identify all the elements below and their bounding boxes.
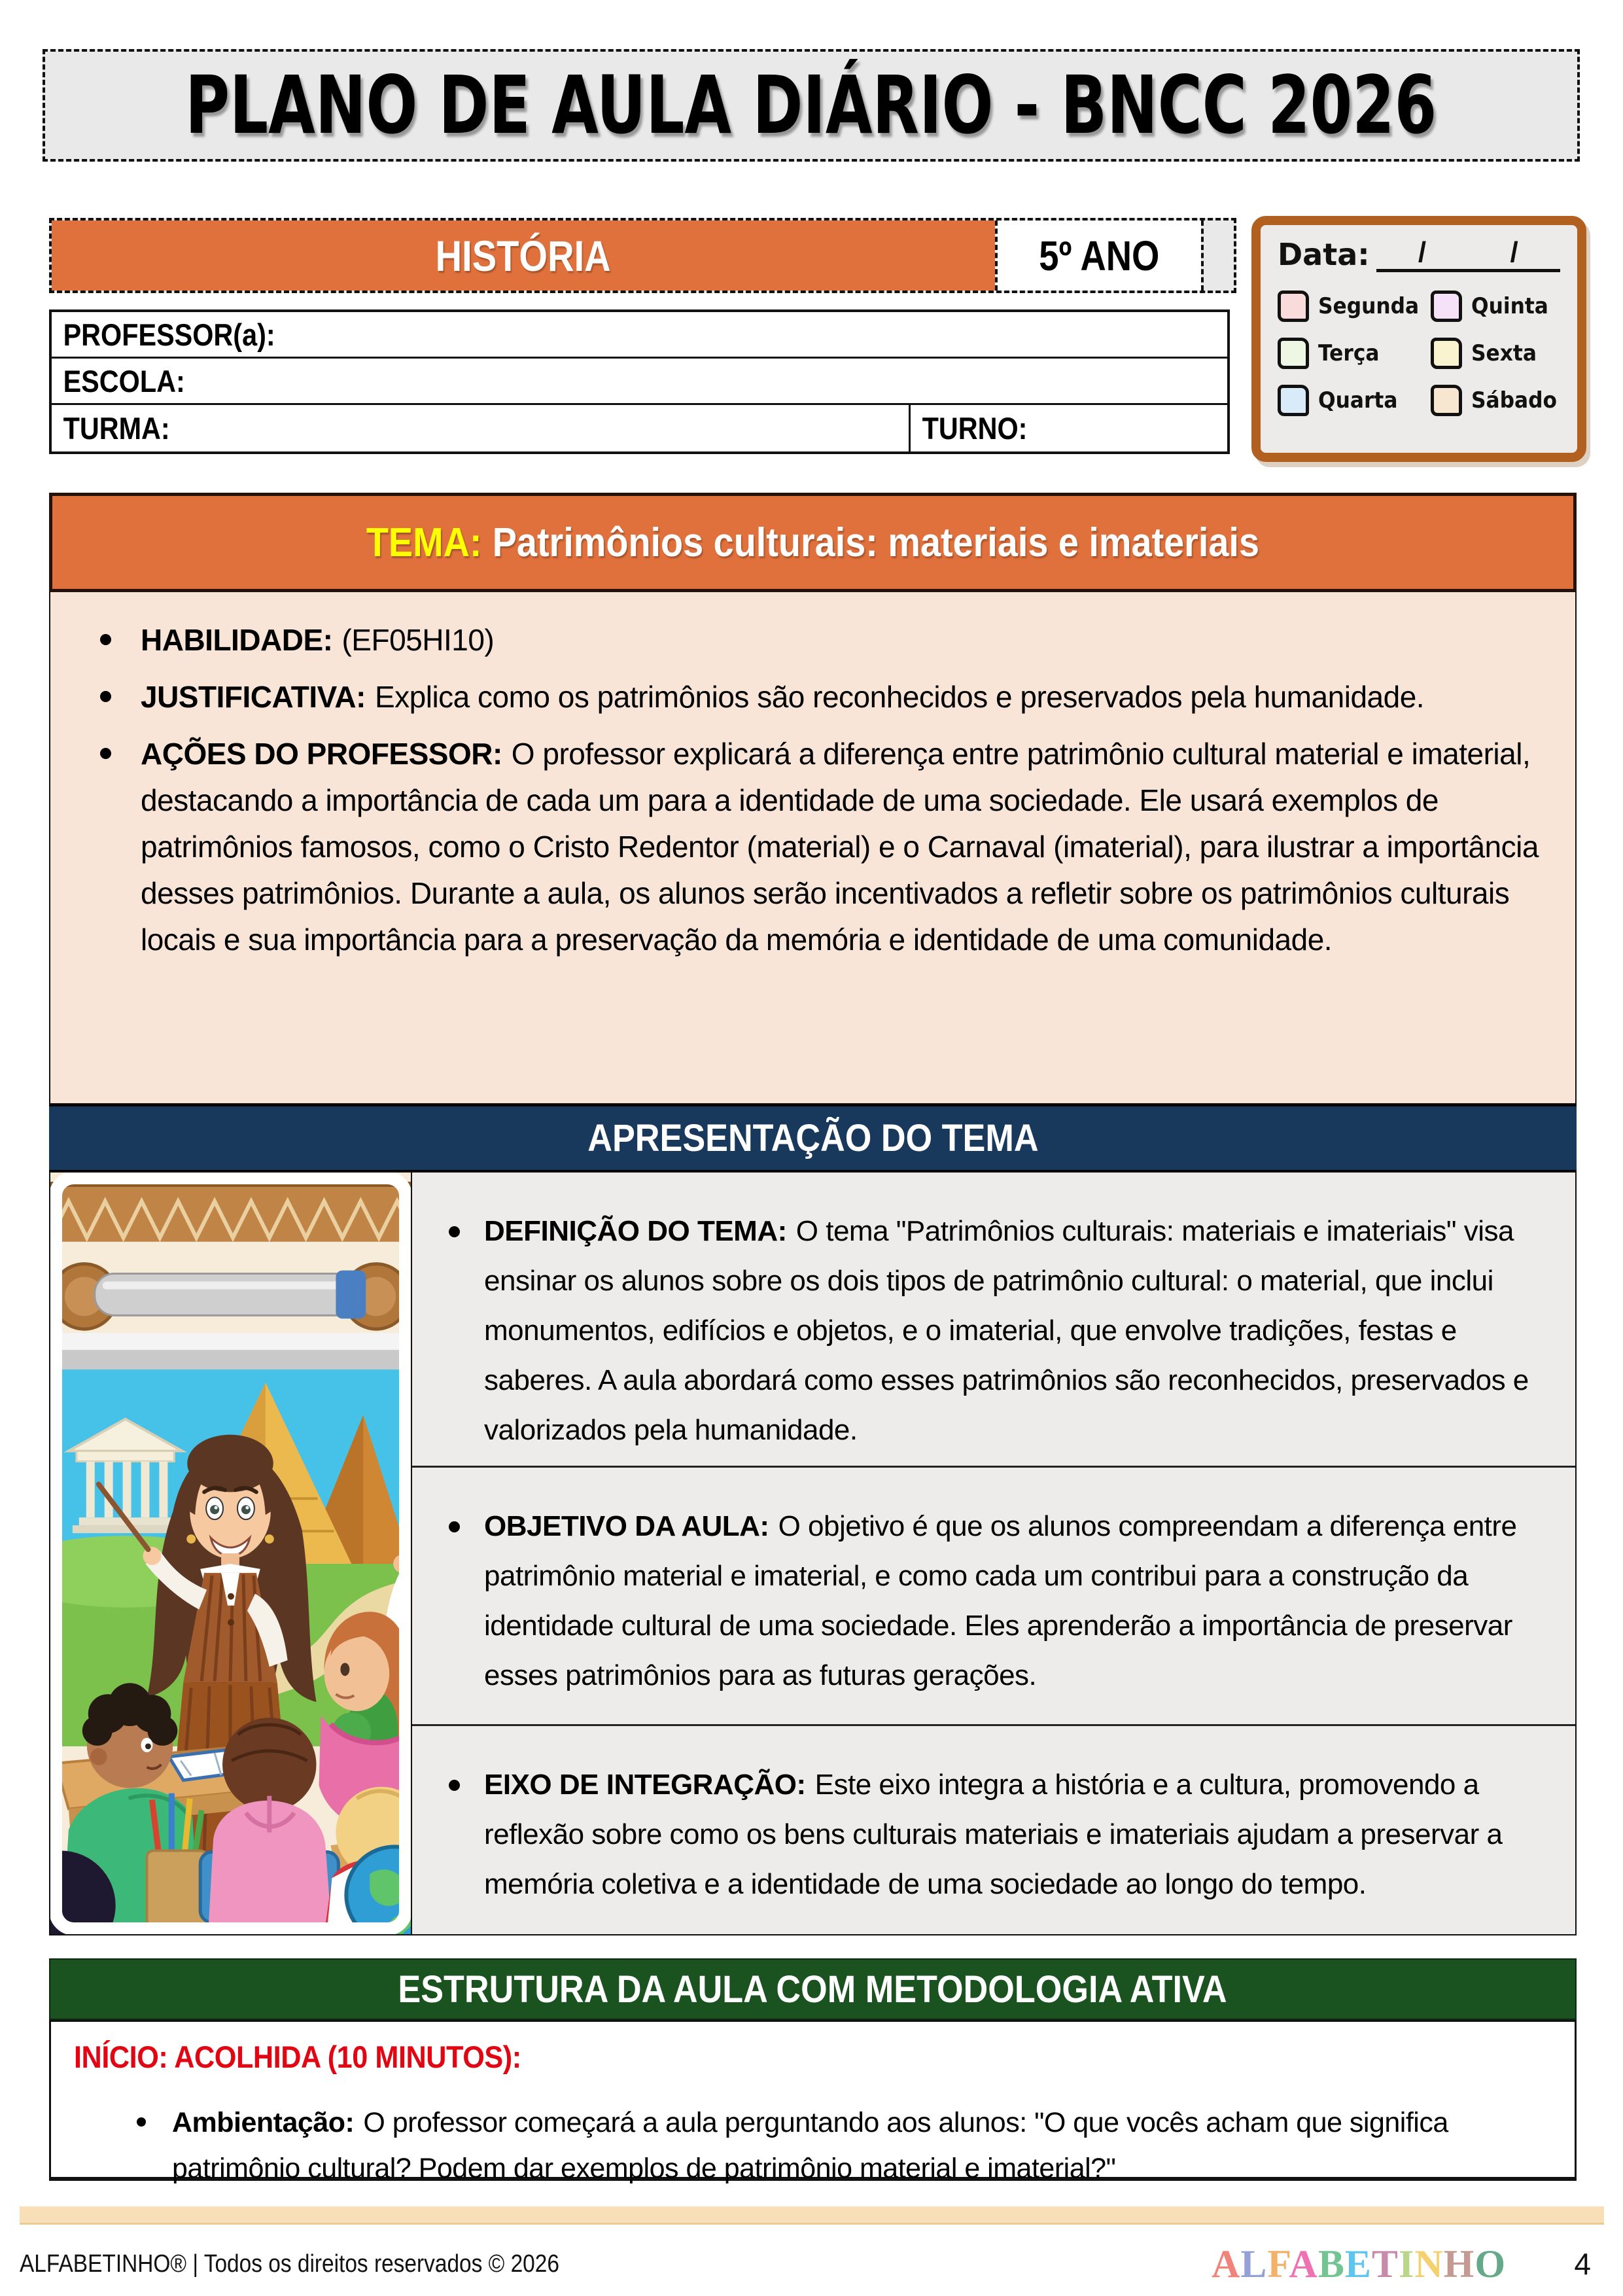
logo-letter: E (1344, 2242, 1372, 2286)
logo-letter: T (1371, 2242, 1399, 2286)
subject-label: HISTÓRIA (435, 231, 612, 280)
objetivo-label: OBJETIVO DA AULA: (484, 1510, 769, 1542)
ambientacao-text: O professor começará a aula perguntando aos alunos: "O que vocês acham que significa patrimônio cultural? Podem dar exemplos de patrimônio material e imaterial?" (172, 2107, 1448, 2184)
acoes-professor-label: AÇÕES DO PROFESSOR: (141, 737, 502, 771)
weekday-option-segunda (1278, 291, 1428, 322)
date-box (1251, 216, 1586, 462)
turma-label: TURMA: (63, 411, 170, 446)
weekday-checkbox-segunda[interactable] (1278, 291, 1309, 322)
justificativa-text: Explica como os patrimônios são reconhecidos e preservados pela humanidade. (374, 680, 1425, 714)
copyright-text: ALFABETINHO® | Todos os direitos reservados © 2026 (20, 2250, 559, 2278)
subject-banner (49, 218, 1236, 293)
escola-label: ESCOLA: (63, 363, 185, 398)
weekday-option-sexta (1431, 338, 1564, 369)
logo-letter: N (1414, 2242, 1444, 2286)
footer (20, 2234, 1604, 2293)
weekday-label: Quarta (1318, 387, 1398, 414)
weekday-label: Sexta (1471, 340, 1537, 366)
apresentacao-items (412, 1173, 1575, 1934)
subject-name (52, 221, 995, 291)
logo-letter: O (1475, 2242, 1506, 2286)
title-banner (43, 49, 1580, 162)
logo-letter: A (1211, 2242, 1241, 2286)
inicio-heading: INÍCIO: ACOLHIDA (10 MINUTOS): (74, 2040, 521, 2074)
weekday-option-sabado (1431, 385, 1564, 416)
professor-input[interactable] (305, 312, 1227, 357)
eixo-label: EIXO DE INTEGRAÇÃO: (484, 1768, 806, 1801)
eixo-cell (412, 1726, 1575, 1934)
page-title: PLANO DE AULA DIÁRIO - BNCC 2026 (185, 59, 1437, 152)
weekday-option-quarta (1278, 385, 1428, 416)
objetivo-cell (412, 1468, 1575, 1726)
acoes-professor-text: O professor explicará a diferença entre patrimônio cultural material e imaterial, destacando a importância de cada um para a identidade de uma sociedade. Ele usará exemplos de patrimônios famosos, como o Cristo Redentor (material) e o Carnaval (imaterial), para ilustrar a importância desses patrimônios. Durante a aula, os alunos serão incentivados a refletir sobre os patrimônios culturais locais e sua importância para a preservação da memória e identidade de uma comunidade. (141, 737, 1539, 957)
weekday-label: Quinta (1471, 293, 1548, 319)
tema-title: Patrimônios culturais: materiais e imateriais (492, 520, 1260, 565)
grade-badge (995, 221, 1201, 291)
weekday-checkbox-terca[interactable] (1278, 338, 1309, 369)
definicao-item (438, 1207, 1539, 1455)
date-slash: / (1418, 236, 1427, 268)
weekday-checkbox-sabado[interactable] (1431, 385, 1462, 416)
habilidade-text: (EF05HI10) (341, 623, 495, 657)
footer-accent-bar (20, 2206, 1604, 2225)
turno-cell (909, 405, 1227, 451)
acoes-professor-item (90, 731, 1539, 963)
turno-input[interactable] (1043, 405, 1227, 451)
weekday-option-terca (1278, 338, 1428, 369)
tema-banner (49, 493, 1577, 592)
logo-letter: F (1267, 2242, 1289, 2286)
weekday-label: Segunda (1318, 293, 1420, 319)
eixo-text: Este eixo integra a história e a cultura, promovendo a reflexão sobre como os bens culturais materiais e imateriais ajudam a preservar a memória coletiva e a identidade de uma sociedade ao longo do tempo. (484, 1768, 1503, 1900)
date-slash: / (1510, 236, 1518, 268)
professor-row (52, 312, 1227, 359)
estrutura-banner (49, 1958, 1577, 2020)
estrutura-banner-title: ESTRUTURA DA AULA COM METODOLOGIA ATIVA (398, 1968, 1228, 2011)
ambientacao-item (126, 2100, 1548, 2191)
objetivo-text: O objetivo é que os alunos compreendam a diferença entre patrimônio material e imaterial, e como cada um contribui para a construção da identidade cultural de uma sociedade. Eles aprenderão a importância de preservar esses patrimônios para as futuras gerações. (484, 1510, 1517, 1691)
apresentacao-banner (49, 1104, 1577, 1171)
weekday-checkbox-sexta[interactable] (1431, 338, 1462, 369)
weekday-option-quinta (1431, 291, 1564, 322)
logo-letter: A (1289, 2242, 1318, 2286)
date-line (1278, 236, 1560, 272)
logo-letter: H (1443, 2242, 1475, 2286)
escola-input[interactable] (203, 359, 1228, 403)
date-label: Data: (1278, 237, 1370, 272)
weekday-checkbox-quarta[interactable] (1278, 385, 1309, 416)
habilidade-item (90, 617, 1539, 663)
info-table (49, 309, 1230, 454)
banner-gap (1201, 221, 1234, 291)
definicao-text: O tema "Patrimônios culturais: materiais e imateriais" visa ensinar os alunos sobre os dois tipos de patrimônio cultural: o material, que inclui monumentos, edifícios e objetos, e o imaterial, que envolve tradições, festas e saberes. A aula abordará como esses patrimônios são reconhecidos, preservados e valorizados pela humanidade. (484, 1215, 1529, 1446)
turma-turno-row (52, 405, 1227, 451)
professor-label: PROFESSOR(a): (63, 317, 275, 352)
escola-row (52, 359, 1227, 405)
apresentacao-section (49, 1171, 1577, 1935)
tema-section (49, 592, 1577, 1104)
definicao-label: DEFINIÇÃO DO TEMA: (484, 1215, 787, 1247)
objetivo-item (438, 1502, 1539, 1701)
turma-cell (52, 405, 909, 451)
ambientacao-label: Ambientação: (172, 2107, 355, 2138)
alfabetinho-logo (1212, 2242, 1506, 2287)
tema-label: TEMA: (366, 520, 482, 565)
habilidade-label: HABILIDADE: (141, 623, 333, 657)
turma-input[interactable] (186, 405, 909, 451)
apresentacao-banner-title: APRESENTAÇÃO DO TEMA (587, 1117, 1039, 1159)
eixo-item (438, 1760, 1539, 1909)
page-number: 4 (1574, 2247, 1591, 2281)
grade-label: 5º ANO (1039, 232, 1160, 279)
logo-letter: I (1398, 2242, 1415, 2286)
justificativa-item (90, 674, 1539, 720)
estrutura-section (49, 2020, 1577, 2184)
weekday-checkbox-quinta[interactable] (1431, 291, 1462, 322)
weekday-label: Terça (1318, 340, 1380, 366)
turno-label: TURNO: (922, 411, 1028, 446)
justificativa-label: JUSTIFICATIVA: (141, 680, 366, 714)
logo-letter: B (1318, 2242, 1345, 2286)
weekday-label: Sábado (1471, 387, 1557, 414)
logo-letter: L (1240, 2242, 1268, 2286)
definicao-cell (412, 1173, 1575, 1468)
classroom-illustration (50, 1173, 412, 1934)
weekday-grid (1278, 291, 1560, 416)
date-input[interactable] (1376, 236, 1560, 272)
